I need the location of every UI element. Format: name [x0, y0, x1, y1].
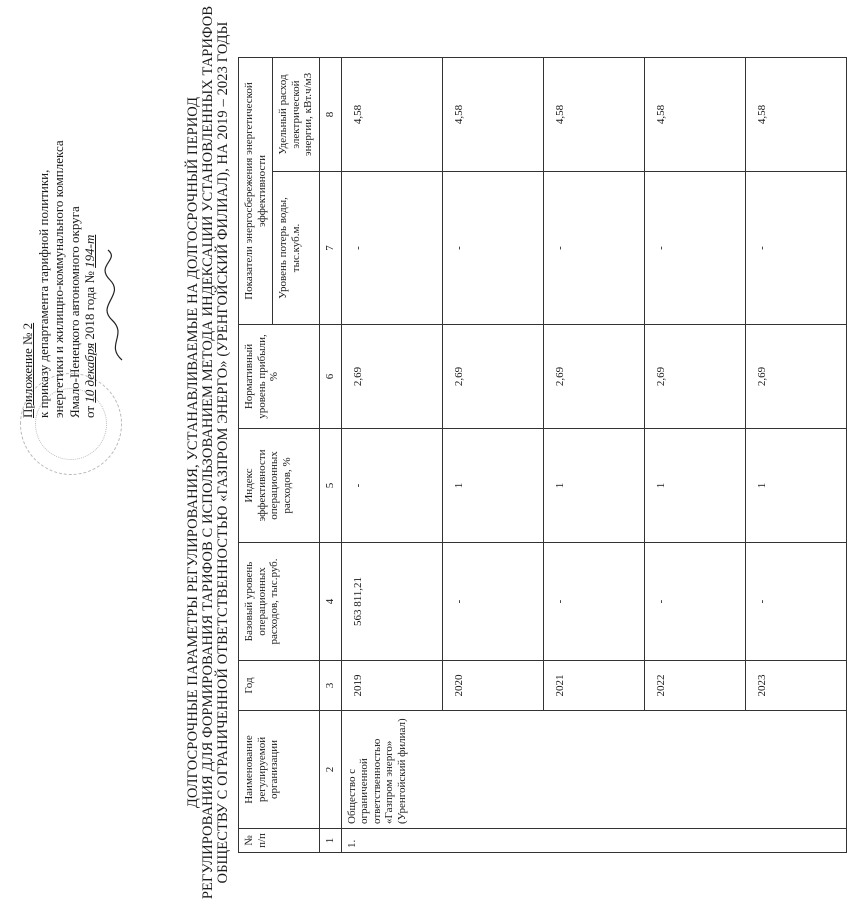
appendix-line-4: Ямало-Ненецкого автономного округа: [66, 206, 82, 418]
column-number-row: [319, 58, 341, 853]
cell-base: -: [543, 543, 644, 661]
header-row-1: [239, 58, 273, 853]
appendix-line-5: [82, 58, 98, 418]
appendix-line-2: к приказу департамента тарифной политики,: [35, 169, 51, 418]
document-title: [186, 0, 231, 905]
header-loss: Уровень потерь воды, тыс.куб.м.: [273, 172, 320, 325]
date-month: декабря: [82, 342, 97, 387]
cell-profit: 2,69: [745, 325, 846, 429]
header-org: Наименование регулируемой организации: [239, 711, 320, 829]
cell-loss: -: [543, 172, 644, 325]
header-index: Индекс эффективности операционных расходов, %: [239, 429, 320, 543]
cell-power: 4,58: [341, 58, 442, 172]
col-number: 1: [319, 829, 341, 853]
cell-year: 2022: [644, 661, 745, 711]
row-number: 1.: [341, 829, 846, 853]
order-number: 194-т: [82, 234, 97, 268]
cell-index: 1: [543, 429, 644, 543]
cell-power: 4,58: [644, 58, 745, 172]
cell-year: 2020: [442, 661, 543, 711]
cell-profit: 2,69: [644, 325, 745, 429]
cell-year: 2021: [543, 661, 644, 711]
appendix-block: [20, 58, 98, 418]
date-prefix: от: [82, 405, 97, 418]
header-year: Год: [239, 661, 320, 711]
col-number: 6: [319, 325, 341, 429]
cell-loss: -: [644, 172, 745, 325]
cell-index: 1: [644, 429, 745, 543]
title-line-1: ДОЛГОСРОЧНЫЕ ПАРАМЕТРЫ РЕГУЛИРОВАНИЯ, УСТАНАВЛИВАЕМЫЕ НА ДОЛГОСРОЧНЫЙ ПЕРИОД: [185, 96, 201, 809]
cell-base: -: [745, 543, 846, 661]
cell-year: 2023: [745, 661, 846, 711]
col-number: 4: [319, 543, 341, 661]
cell-profit: 2,69: [442, 325, 543, 429]
col-number: 2: [319, 711, 341, 829]
date-day: 10: [82, 389, 97, 403]
title-line-2: РЕГУЛИРОВАНИЯ ДЛЯ ФОРМИРОВАНИЯ ТАРИФОВ С ИСПОЛЬЗОВАНИЕМ МЕТОДА ИНДЕКСАЦИИ УСТАНОВЛЕННЫХ ТАРИФОВ: [200, 5, 216, 900]
cell-power: 4,58: [745, 58, 846, 172]
organization-name: Общество с ограниченной ответственностью «Газпром энерго» (Уренгойский филиал): [341, 711, 846, 829]
header-profit: Нормативный уровень прибыли, %: [239, 325, 320, 429]
col-number: 8: [319, 58, 341, 172]
header-num: № п/п: [239, 829, 320, 853]
cell-profit: 2,69: [341, 325, 442, 429]
cell-year: 2019: [341, 661, 442, 711]
header-base: Базовый уровень операционных расходов, тыс.руб.: [239, 543, 320, 661]
cell-loss: -: [745, 172, 846, 325]
col-number: 7: [319, 172, 341, 325]
table-row: [341, 58, 442, 853]
cell-power: 4,58: [543, 58, 644, 172]
cell-loss: -: [442, 172, 543, 325]
cell-index: 1: [745, 429, 846, 543]
cell-base: -: [644, 543, 745, 661]
date-year: 2018 года №: [82, 271, 97, 340]
cell-loss: -: [341, 172, 442, 325]
header-power: Удельный расход электрической энергии, кВт.ч/м3: [273, 58, 320, 172]
cell-index: 1: [442, 429, 543, 543]
appendix-line-1: Приложение № 2: [20, 322, 35, 418]
handwritten-signature: [100, 245, 130, 365]
cell-profit: 2,69: [543, 325, 644, 429]
title-line-3: ОБЩЕСТВУ С ОГРАНИЧЕННОЙ ОТВЕТСТВЕННОСТЬЮ «ГАЗПРОМ ЭНЕРГО» (УРЕНГОЙСКИЙ ФИЛИАЛ), НА 2019 – 2023 ГОДЫ: [215, 21, 231, 884]
header-energy-group: Показатели энергосбережения энергетической эффективности: [239, 58, 273, 325]
cell-power: 4,58: [442, 58, 543, 172]
cell-base: -: [442, 543, 543, 661]
cell-base: 563 811,21: [341, 543, 442, 661]
cell-index: -: [341, 429, 442, 543]
parameters-table: [238, 57, 847, 853]
appendix-line-3: энергетики и жилищно-коммунального комплекса: [51, 140, 66, 418]
col-number: 3: [319, 661, 341, 711]
col-number: 5: [319, 429, 341, 543]
